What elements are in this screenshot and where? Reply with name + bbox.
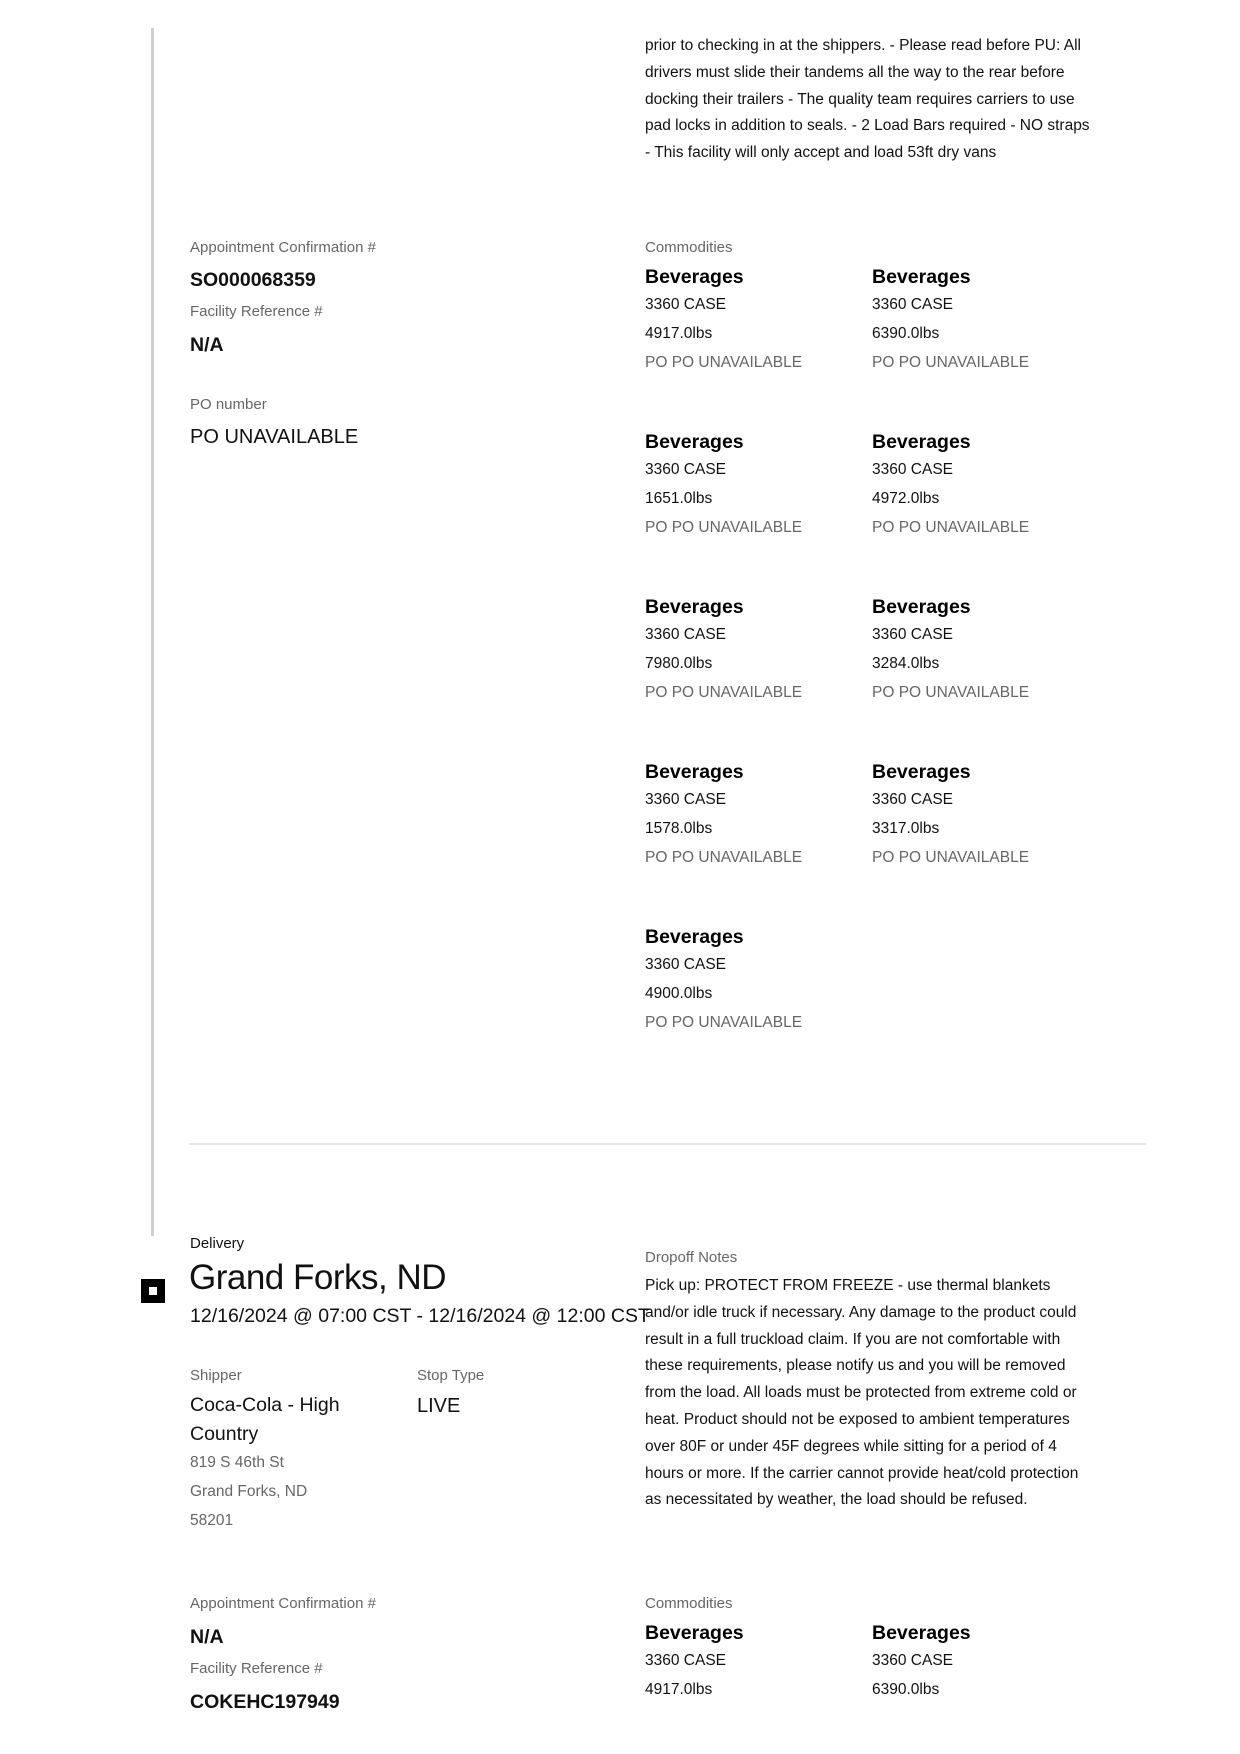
po-number-label: PO number xyxy=(190,396,267,413)
timeline-line xyxy=(151,28,154,1236)
commodity-item xyxy=(645,594,845,707)
commodity-name: Beverages xyxy=(645,266,744,288)
shipper-address-city: Grand Forks, ND xyxy=(190,1483,308,1500)
commodity-item xyxy=(645,759,845,872)
commodity-weight: 4917.0lbs xyxy=(645,325,713,342)
commodities-label: Commodities xyxy=(645,1595,733,1612)
commodity-name: Beverages xyxy=(645,596,744,618)
stop-type-eyebrow: Delivery xyxy=(190,1235,245,1252)
commodity-item xyxy=(645,264,845,377)
commodity-weight: 3317.0lbs xyxy=(872,820,940,837)
commodity-name: Beverages xyxy=(645,431,744,453)
commodity-weight: 6390.0lbs xyxy=(872,325,940,342)
commodity-quantity: 3360 CASE xyxy=(872,626,953,643)
commodity-item xyxy=(872,1620,1072,1704)
facility-reference-value: COKEHC197949 xyxy=(190,1691,340,1713)
section-divider xyxy=(189,1143,1146,1145)
delivery-stop-marker-icon xyxy=(141,1279,165,1303)
delivery-city-title: Grand Forks, ND xyxy=(189,1258,446,1297)
dropoff-notes-label: Dropoff Notes xyxy=(645,1249,738,1266)
commodity-po: PO PO UNAVAILABLE xyxy=(645,354,803,371)
commodity-weight: 7980.0lbs xyxy=(645,655,713,672)
commodity-weight: 4900.0lbs xyxy=(645,985,713,1002)
shipper-name: Coca-Cola - High Country xyxy=(190,1394,340,1445)
commodity-name: Beverages xyxy=(645,1622,744,1644)
commodity-name: Beverages xyxy=(872,761,971,783)
commodity-po: PO PO UNAVAILABLE xyxy=(872,684,1030,701)
appointment-confirmation-label: Appointment Confirmation # xyxy=(190,239,376,256)
commodity-name: Beverages xyxy=(872,596,971,618)
po-number-value: PO UNAVAILABLE xyxy=(190,426,359,448)
commodity-item xyxy=(645,429,845,542)
commodity-po: PO PO UNAVAILABLE xyxy=(645,519,803,536)
commodity-quantity: 3360 CASE xyxy=(872,461,953,478)
stop-type-value: LIVE xyxy=(417,1395,461,1417)
delivery-time-window: 12/16/2024 @ 07:00 CST - 12/16/2024 @ 12:00 CST xyxy=(190,1305,650,1327)
facility-reference-value: N/A xyxy=(190,334,224,356)
shipper-address-zip: 58201 xyxy=(190,1512,234,1529)
appointment-confirmation-value: N/A xyxy=(190,1626,224,1648)
commodity-po: PO PO UNAVAILABLE xyxy=(872,354,1030,371)
commodity-item xyxy=(645,1620,845,1704)
commodity-po: PO PO UNAVAILABLE xyxy=(645,1014,803,1031)
commodity-name: Beverages xyxy=(872,1622,971,1644)
commodity-item xyxy=(872,264,1072,377)
commodity-quantity: 3360 CASE xyxy=(645,956,726,973)
pickup-notes-text: prior to checking in at the shippers. - Please read before PU: All drivers must slide their tandems all the way to the rear before docking their trailers - The quality team requires carriers to use pad locks in addition to seals. - 2 Load Bars required - NO straps - This facility will only accept and load 53ft dry vans xyxy=(645,37,1090,162)
commodity-quantity: 3360 CASE xyxy=(645,461,726,478)
commodity-quantity: 3360 CASE xyxy=(872,1652,953,1669)
dropoff-notes-text: Pick up: PROTECT FROM FREEZE - use thermal blankets and/or idle truck if necessary. Any damage to the product could result in a full truckload claim. If you are not comfortable with these requirements, please notify us and you will be removed from the load. All loads must be protected from extreme cold or heat. Product should not be exposed to ambient temperatures over 80F or under 45F degrees while sitting for a period of 4 hours or more. If the carrier cannot provide heat/cold protection as necessitated by weather, the load should be refused. xyxy=(645,1277,1079,1509)
commodity-weight: 4972.0lbs xyxy=(872,490,940,507)
commodity-name: Beverages xyxy=(645,761,744,783)
commodity-weight: 1578.0lbs xyxy=(645,820,713,837)
commodity-po: PO PO UNAVAILABLE xyxy=(872,519,1030,536)
commodity-quantity: 3360 CASE xyxy=(645,296,726,313)
appointment-confirmation-value: SO000068359 xyxy=(190,269,316,291)
commodity-item xyxy=(872,759,1072,872)
shipper-address-street: 819 S 46th St xyxy=(190,1454,284,1471)
commodity-item xyxy=(872,429,1072,542)
commodity-item xyxy=(872,594,1072,707)
commodity-name: Beverages xyxy=(872,431,971,453)
shipper-label: Shipper xyxy=(190,1367,242,1384)
commodity-weight: 6390.0lbs xyxy=(872,1681,940,1698)
commodity-po: PO PO UNAVAILABLE xyxy=(645,684,803,701)
appointment-confirmation-label: Appointment Confirmation # xyxy=(190,1595,376,1612)
commodity-item xyxy=(645,924,845,1037)
commodities-label: Commodities xyxy=(645,239,733,256)
commodity-weight: 3284.0lbs xyxy=(872,655,940,672)
commodity-quantity: 3360 CASE xyxy=(645,791,726,808)
commodity-name: Beverages xyxy=(872,266,971,288)
facility-reference-label: Facility Reference # xyxy=(190,1660,323,1677)
commodity-quantity: 3360 CASE xyxy=(872,791,953,808)
commodity-quantity: 3360 CASE xyxy=(645,626,726,643)
commodity-weight: 4917.0lbs xyxy=(645,1681,713,1698)
commodity-po: PO PO UNAVAILABLE xyxy=(645,849,803,866)
commodity-quantity: 3360 CASE xyxy=(872,296,953,313)
commodity-quantity: 3360 CASE xyxy=(645,1652,726,1669)
stop-type-label: Stop Type xyxy=(417,1367,485,1384)
commodity-weight: 1651.0lbs xyxy=(645,490,713,507)
facility-reference-label: Facility Reference # xyxy=(190,303,323,320)
commodity-name: Beverages xyxy=(645,926,744,948)
commodity-po: PO PO UNAVAILABLE xyxy=(872,849,1030,866)
